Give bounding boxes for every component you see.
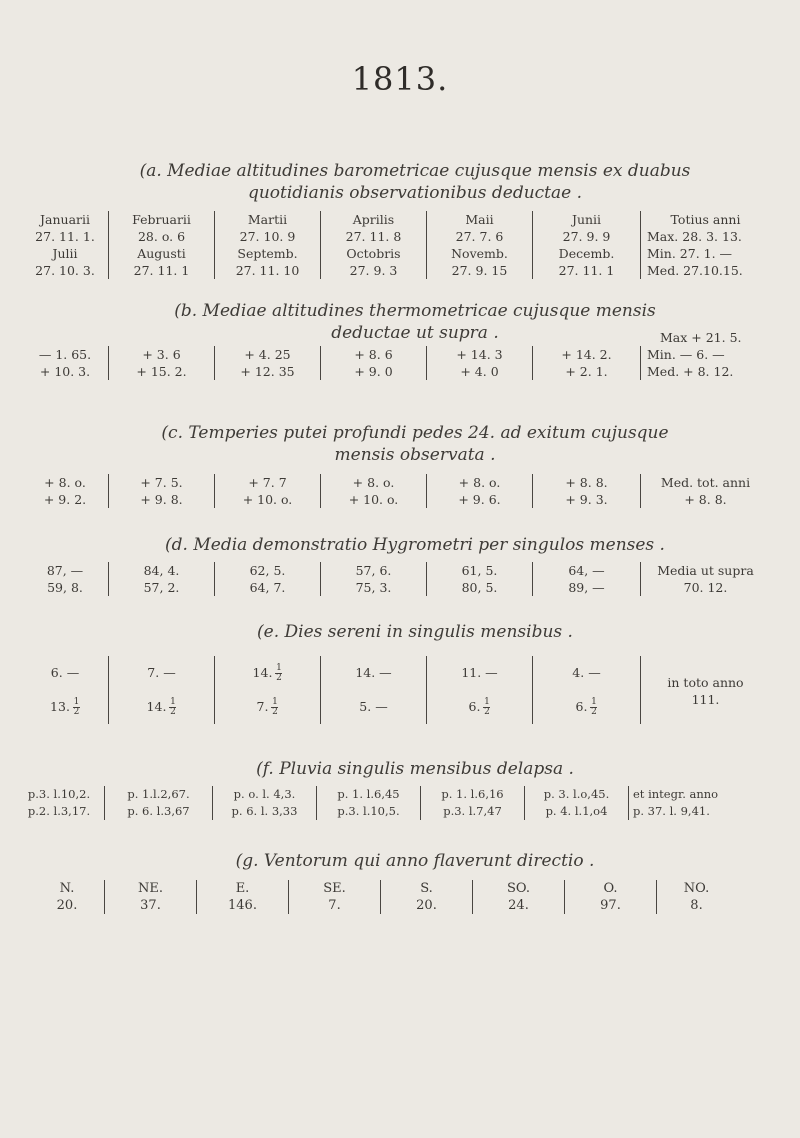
wind-direction: SO. xyxy=(507,881,530,896)
wind-direction: S. xyxy=(420,881,433,896)
wind-column xyxy=(196,880,288,914)
hygrometer-value: 80, 5. xyxy=(461,580,498,595)
hygrometer-value: 57, 2. xyxy=(143,580,180,595)
section-b-title-line2: deductae ut supra . xyxy=(331,323,499,343)
thermometric-value: — 1. 65. xyxy=(38,347,92,362)
section-f-title-line: (f. Pluvia singulis mensibus delapsa . xyxy=(256,759,574,779)
hygrometer-value: 75, 3. xyxy=(355,580,392,595)
hygrometer-value: 61, 5. xyxy=(461,563,498,578)
clear-days-value: 13. xyxy=(50,699,70,714)
rainfall-annual-column xyxy=(628,786,778,820)
rainfall-value: p.3. l.10,2. xyxy=(27,787,91,801)
well-annual-value: + 8. 8. xyxy=(684,492,727,507)
well-value: + 10. o. xyxy=(242,492,293,507)
well-value: + 8. o. xyxy=(44,475,86,490)
hygrometer-column xyxy=(426,562,532,596)
month-label: Martii xyxy=(247,212,288,227)
thermometric-column xyxy=(320,346,426,380)
section-d-title xyxy=(70,534,760,556)
well-value: + 9. 6. xyxy=(458,492,501,507)
clear-days-table xyxy=(22,656,770,724)
barometric-value: 27. 11. 1. xyxy=(35,229,95,244)
wind-column xyxy=(288,880,380,914)
hygrometer-value: 59, 8. xyxy=(47,580,83,595)
barometric-column xyxy=(214,211,320,279)
rainfall-value: p. 1. l.6,16 xyxy=(441,787,504,801)
hygrometer-value: 62, 5. xyxy=(249,563,286,578)
thermometric-value: + 8. 6 xyxy=(354,347,393,362)
barometric-column xyxy=(532,211,640,279)
clear-days-value: 14. — xyxy=(355,665,392,680)
thermometric-value: + 2. 1. xyxy=(565,364,608,379)
annual-med: Med. 27.10.15. xyxy=(647,263,743,278)
wind-column xyxy=(656,880,736,914)
hygrometer-annual-value: 70. 12. xyxy=(683,580,728,595)
barometric-value: 27. 10. 9 xyxy=(239,229,296,244)
clear-days-value: 6. xyxy=(468,699,481,714)
well-column xyxy=(532,474,640,508)
thermometric-annual-column xyxy=(640,346,770,380)
barometric-column xyxy=(108,211,214,279)
rainfall-column xyxy=(316,786,420,820)
section-b-title-line1: (b. Mediae altitudines thermometricae cujusque mensis xyxy=(174,301,656,321)
clear-days-value: 11. — xyxy=(461,665,498,680)
rainfall-column xyxy=(212,786,316,820)
wind-count: 97. xyxy=(600,898,621,913)
clear-days-column xyxy=(320,656,426,724)
wind-column xyxy=(472,880,564,914)
wind-direction: N. xyxy=(59,881,75,896)
clear-days-column xyxy=(108,656,214,724)
month-label: Novemb. xyxy=(451,246,508,261)
rainfall-value: p. o. l. 4,3. xyxy=(233,787,296,801)
wind-column xyxy=(30,880,104,914)
wind-count: 146. xyxy=(228,898,257,913)
thermometric-table xyxy=(22,346,770,380)
clear-days-value: 5. — xyxy=(359,699,388,714)
month-label: Julii xyxy=(52,246,78,261)
clear-days-value: 6. — xyxy=(50,665,80,680)
rainfall-value: p.3. l.7,47 xyxy=(443,804,502,818)
month-label: Septemb. xyxy=(237,246,298,261)
well-column xyxy=(108,474,214,508)
rainfall-annual-label: et integr. anno xyxy=(633,787,719,801)
half-fraction: $\frac{1}{2}$ xyxy=(591,697,597,717)
month-label: Junii xyxy=(571,212,602,227)
rainfall-column xyxy=(420,786,524,820)
clear-days-value: 14. xyxy=(146,699,167,714)
month-label: Januarii xyxy=(40,212,90,227)
well-column xyxy=(214,474,320,508)
wind-count: 20. xyxy=(416,898,437,913)
section-a-title-line1: (a. Mediae altitudines barometricae cujusque mensis ex duabus xyxy=(139,161,691,181)
clear-days-total-label: in toto anno xyxy=(667,675,744,690)
year-heading: 1813. xyxy=(351,60,449,98)
wind-column xyxy=(380,880,472,914)
half-fraction: $\frac{1}{2}$ xyxy=(73,697,80,717)
hygrometer-annual-label: Media ut supra xyxy=(657,563,754,578)
well-column xyxy=(22,474,108,508)
barometric-value: 27. 11. 10 xyxy=(235,263,300,278)
rainfall-value: p.2. l.3,17. xyxy=(27,804,91,818)
section-c-title-line2: mensis observata . xyxy=(334,445,496,465)
annual-label: Totius anni xyxy=(670,212,741,227)
rainfall-column xyxy=(104,786,212,820)
barometric-value: 27. 10. 3. xyxy=(35,263,95,278)
half-fraction: $\frac{1}{2}$ xyxy=(484,697,490,717)
month-label: Decemb. xyxy=(558,246,615,261)
thermometric-column xyxy=(532,346,640,380)
half-fraction: $\frac{1}{2}$ xyxy=(170,697,176,717)
clear-days-total-value: 111. xyxy=(691,692,720,707)
hygrometer-value: 64, — xyxy=(568,563,605,578)
barometric-value: 27. 9. 3 xyxy=(349,263,398,278)
barometric-table xyxy=(22,211,770,279)
well-column xyxy=(426,474,532,508)
hygrometer-value: 89, — xyxy=(568,580,605,595)
section-g-title-line: (g. Ventorum qui anno flaverunt directio . xyxy=(235,851,595,871)
half-fraction: $\frac{1}{2}$ xyxy=(272,697,278,717)
wind-direction: O. xyxy=(603,881,618,896)
barometric-value: 28. o. 6 xyxy=(137,229,186,244)
well-temperature-table xyxy=(22,474,770,508)
clear-days-value: 4. — xyxy=(572,665,601,680)
thermometric-column xyxy=(108,346,214,380)
clear-days-value: 14. xyxy=(252,665,273,680)
hygrometer-column xyxy=(214,562,320,596)
rainfall-column xyxy=(14,786,104,820)
section-e-title xyxy=(70,621,760,643)
barometric-column xyxy=(426,211,532,279)
clear-days-column xyxy=(532,656,640,724)
rainfall-value: p. 1.l.2,67. xyxy=(127,787,190,801)
wind-column xyxy=(564,880,656,914)
rainfall-table xyxy=(14,786,778,820)
barometric-value: 27. 11. 1 xyxy=(558,263,615,278)
half-fraction: $\frac{1}{2}$ xyxy=(276,663,282,683)
well-value: + 7. 7 xyxy=(248,475,287,490)
thermometric-min: Min. — 6. — xyxy=(647,347,725,362)
clear-days-column xyxy=(426,656,532,724)
hygrometer-value: 64, 7. xyxy=(249,580,286,595)
well-value: + 9. 2. xyxy=(43,492,87,507)
month-label: Augusti xyxy=(137,246,186,261)
section-a-title xyxy=(70,160,760,204)
month-label: Octobris xyxy=(346,246,401,261)
section-f-title xyxy=(70,758,760,780)
wind-direction: E. xyxy=(235,881,250,896)
well-value: + 10. o. xyxy=(348,492,399,507)
hygrometer-value: 87, — xyxy=(46,563,84,578)
thermometric-column xyxy=(22,346,108,380)
well-value: + 7. 5. xyxy=(140,475,183,490)
section-a-title-line2: quotidianis observationibus deductae . xyxy=(247,183,583,203)
wind-direction: NO. xyxy=(683,881,710,896)
wind-column xyxy=(104,880,196,914)
well-value: + 9. 3. xyxy=(565,492,608,507)
hygrometer-annual-column xyxy=(640,562,770,596)
well-value: + 9. 8. xyxy=(140,492,183,507)
hygrometer-value: 84, 4. xyxy=(143,563,180,578)
month-label: Aprilis xyxy=(352,212,395,227)
section-d-title-line: (d. Media demonstratio Hygrometri per singulos menses . xyxy=(165,535,665,555)
thermometric-value: + 12. 35 xyxy=(240,364,295,379)
thermometric-value: + 10. 3. xyxy=(39,364,91,379)
well-value: + 8. o. xyxy=(458,475,501,490)
clear-days-total-column xyxy=(640,656,770,724)
barometric-annual-column xyxy=(640,211,770,279)
rainfall-column xyxy=(524,786,628,820)
wind-count: 20. xyxy=(56,898,78,913)
wind-direction: NE. xyxy=(138,881,163,896)
wind-count: 37. xyxy=(140,898,161,913)
well-annual-label: Med. tot. anni xyxy=(660,475,751,490)
barometric-value: 27. 7. 6 xyxy=(455,229,504,244)
wind-count: 7. xyxy=(328,898,341,913)
rainfall-value: p.3. l.10,5. xyxy=(337,804,400,818)
month-label: Maii xyxy=(465,212,494,227)
barometric-value: 27. 9. 15 xyxy=(451,263,508,278)
barometric-value: 27. 11. 8 xyxy=(345,229,402,244)
thermometric-value: + 4. 0 xyxy=(460,364,499,379)
section-c-title xyxy=(70,422,760,466)
clear-days-value: 6. xyxy=(575,699,588,714)
clear-days-value: 7. — xyxy=(147,665,176,680)
annual-min: Min. 27. 1. — xyxy=(647,246,733,261)
thermometric-value: + 9. 0 xyxy=(354,364,393,379)
thermometric-value: + 3. 6 xyxy=(142,347,181,362)
barometric-column xyxy=(320,211,426,279)
clear-days-column xyxy=(22,656,108,724)
well-annual-column xyxy=(640,474,770,508)
rainfall-value: p. 3. l.o,45. xyxy=(543,787,610,801)
section-c-title-line1: (c. Temperies putei profundi pedes 24. ad exitum cujusque xyxy=(161,423,669,443)
hygrometer-column xyxy=(320,562,426,596)
hygrometer-value: 57, 6. xyxy=(355,563,392,578)
wind-direction: SE. xyxy=(323,881,346,896)
hygrometer-column xyxy=(532,562,640,596)
thermometric-max: Max + 21. 5. xyxy=(660,330,742,345)
rainfall-value: p. 1. l.6,45 xyxy=(337,787,400,801)
thermometric-value: + 14. 2. xyxy=(561,347,612,362)
section-b-title xyxy=(70,300,760,344)
winds-table xyxy=(30,880,736,914)
clear-days-value: 7. xyxy=(256,699,269,714)
well-value: + 8. o. xyxy=(352,475,395,490)
hygrometer-column xyxy=(22,562,108,596)
rainfall-value: p. 6. l.3,67 xyxy=(127,804,190,818)
section-e-title-line: (e. Dies sereni in singulis mensibus . xyxy=(257,622,573,642)
thermometric-column xyxy=(214,346,320,380)
barometric-value: 27. 11. 1 xyxy=(133,263,190,278)
clear-days-column xyxy=(214,656,320,724)
wind-count: 24. xyxy=(508,898,529,913)
well-column xyxy=(320,474,426,508)
rainfall-value: p. 4. l.1,o4 xyxy=(545,804,608,818)
rainfall-value: p. 6. l. 3,33 xyxy=(231,804,298,818)
barometric-value: 27. 9. 9 xyxy=(562,229,611,244)
rainfall-annual-value: p. 37. l. 9,41. xyxy=(633,804,710,818)
thermometric-value: + 14. 3 xyxy=(456,347,503,362)
thermometric-med: Med. + 8. 12. xyxy=(647,364,734,379)
thermometric-column xyxy=(426,346,532,380)
thermometric-value: + 15. 2. xyxy=(136,364,187,379)
wind-count: 8. xyxy=(690,898,703,913)
thermometric-value: + 4. 25 xyxy=(244,347,291,362)
month-label: Februarii xyxy=(132,212,191,227)
well-value: + 8. 8. xyxy=(565,475,608,490)
barometric-column xyxy=(22,211,108,279)
section-g-title xyxy=(70,850,760,872)
annual-max: Max. 28. 3. 13. xyxy=(647,229,742,244)
hygrometer-column xyxy=(108,562,214,596)
hygrometer-table xyxy=(22,562,770,596)
